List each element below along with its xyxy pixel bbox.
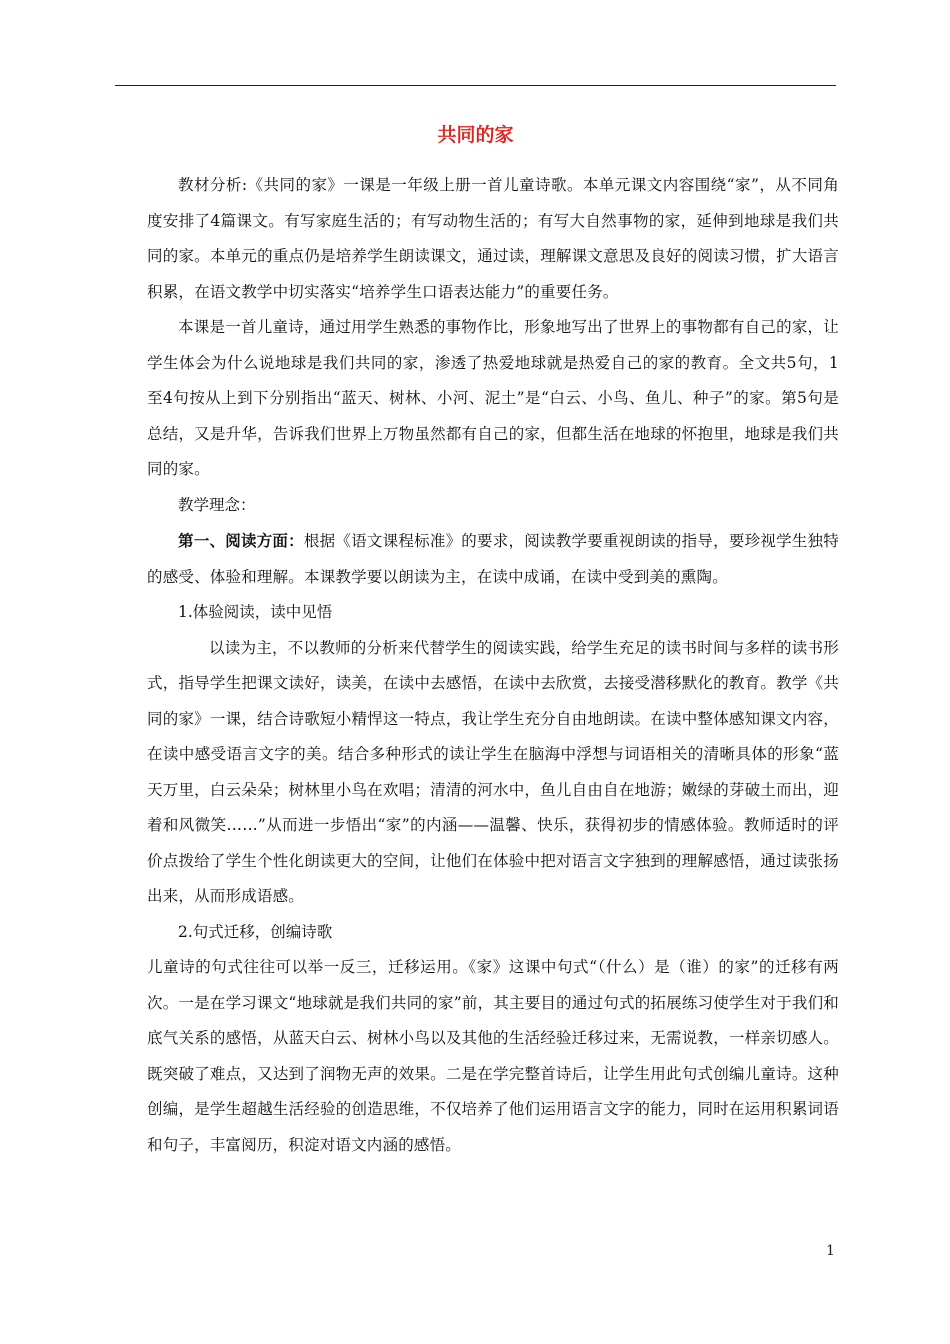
subheading-experience-reading: 1.体验阅读，读中见悟 (178, 603, 333, 621)
paragraph-lead-bold: 第一、阅读方面： (178, 531, 304, 550)
document-body (147, 168, 839, 1163)
paragraph-lesson-overview: 本课是一首儿童诗，通过用学生熟悉的事物作比，形象地写出了世界上的事物都有自己的家，让学生体会为什么说地球是我们共同的家，渗透了热爱地球就是热爱自己的家的教育。全文共5句，1至4句按从上到下分别指出“蓝天、树林、小河、泥土”是“白云、小鸟、鱼儿、种子”的家。第5句是总结，又是升华，告诉我们世界上万物虽然都有自己的家，但都生活在地球的怀抱里，地球是我们共同的家。 (147, 318, 839, 478)
heading-teaching-philosophy: 教学理念： (178, 495, 256, 514)
paragraph-sentence-transfer: 儿童诗的句式往往可以举一反三，迁移运用。《家》这课中句式“（什么）是（谁）的家”的迁移有两次。一是在学习课文“地球就是我们共同的家”前，其主要目的通过句式的拓展练习使学生对于我们和底气关系的感悟，从蓝天白云、树林小鸟以及其他的生活经验迁移过来，无需说教，一样亲切感人。既突破了难点，又达到了润物无声的效果。二是在学完整首诗后，让学生用此句式创编儿童诗。这种创编，是学生超越生活经验的创造思维，不仅培养了他们运用语言文字的能力，同时在运用积累词语和句子，丰富阅历，积淀对语文内涵的感悟。 (147, 958, 839, 1154)
paragraph-experience-reading: 以读为主，不以教师的分析来代替学生的阅读实践，给学生充足的读书时间与多样的读书形式，指导学生把课文读好，读美，在读中去感悟，在读中去欣赏，去接受潜移默化的教育。教学《共同的家》一课，结合诗歌短小精悍这一特点，我让学生充分自由地朗读。在读中整体感知课文内容，在读中感受语言文字的美。结合多种形式的读让学生在脑海中浮想与词语相关的清晰具体的形象“蓝天万里，白云朵朵；树林里小鸟在欢唱；清清的河水中，鱼儿自由自在地游；嫩绿的芽破土而出，迎着和风微笑……”从而进一步悟出“家”的内涵——温馨、快乐，获得初步的情感体验。教师适时的评价点拨给了学生个性化朗读更大的空间，让他们在体验中把对语言文字独到的理解感悟，通过读张扬出来，从而形成语感。 (147, 638, 839, 905)
paragraph-material-analysis: 教材分析:《共同的家》一课是一年级上册一首儿童诗歌。本单元课文内容围绕“家”，从不同角度安排了4篇课文。有写家庭生活的；有写动物生活的；有写大自然事物的家，延伸到地球是我们共同的家。本单元的重点仍是培养学生朗读课文，通过读，理解课文意思及良好的阅读习惯，扩大语言积累，在语文教学中切实落实“培养学生口语表达能力”的重要任务。 (147, 176, 839, 301)
page-number: 1 (826, 1243, 835, 1259)
document-title: 共同的家 (437, 124, 514, 146)
subheading-sentence-transfer: 2.句式迁移，创编诗歌 (178, 922, 333, 941)
header-rule (115, 85, 836, 86)
paragraph-reading-aspect-text: 根据《语文课程标准》的要求，阅读教学要重视朗读的指导，要珍视学生独特的感受、体验和理解。本课教学要以朗读为主，在读中成诵，在读中受到美的熏陶。 (147, 532, 839, 586)
paragraph-reading-aspect (147, 523, 839, 595)
